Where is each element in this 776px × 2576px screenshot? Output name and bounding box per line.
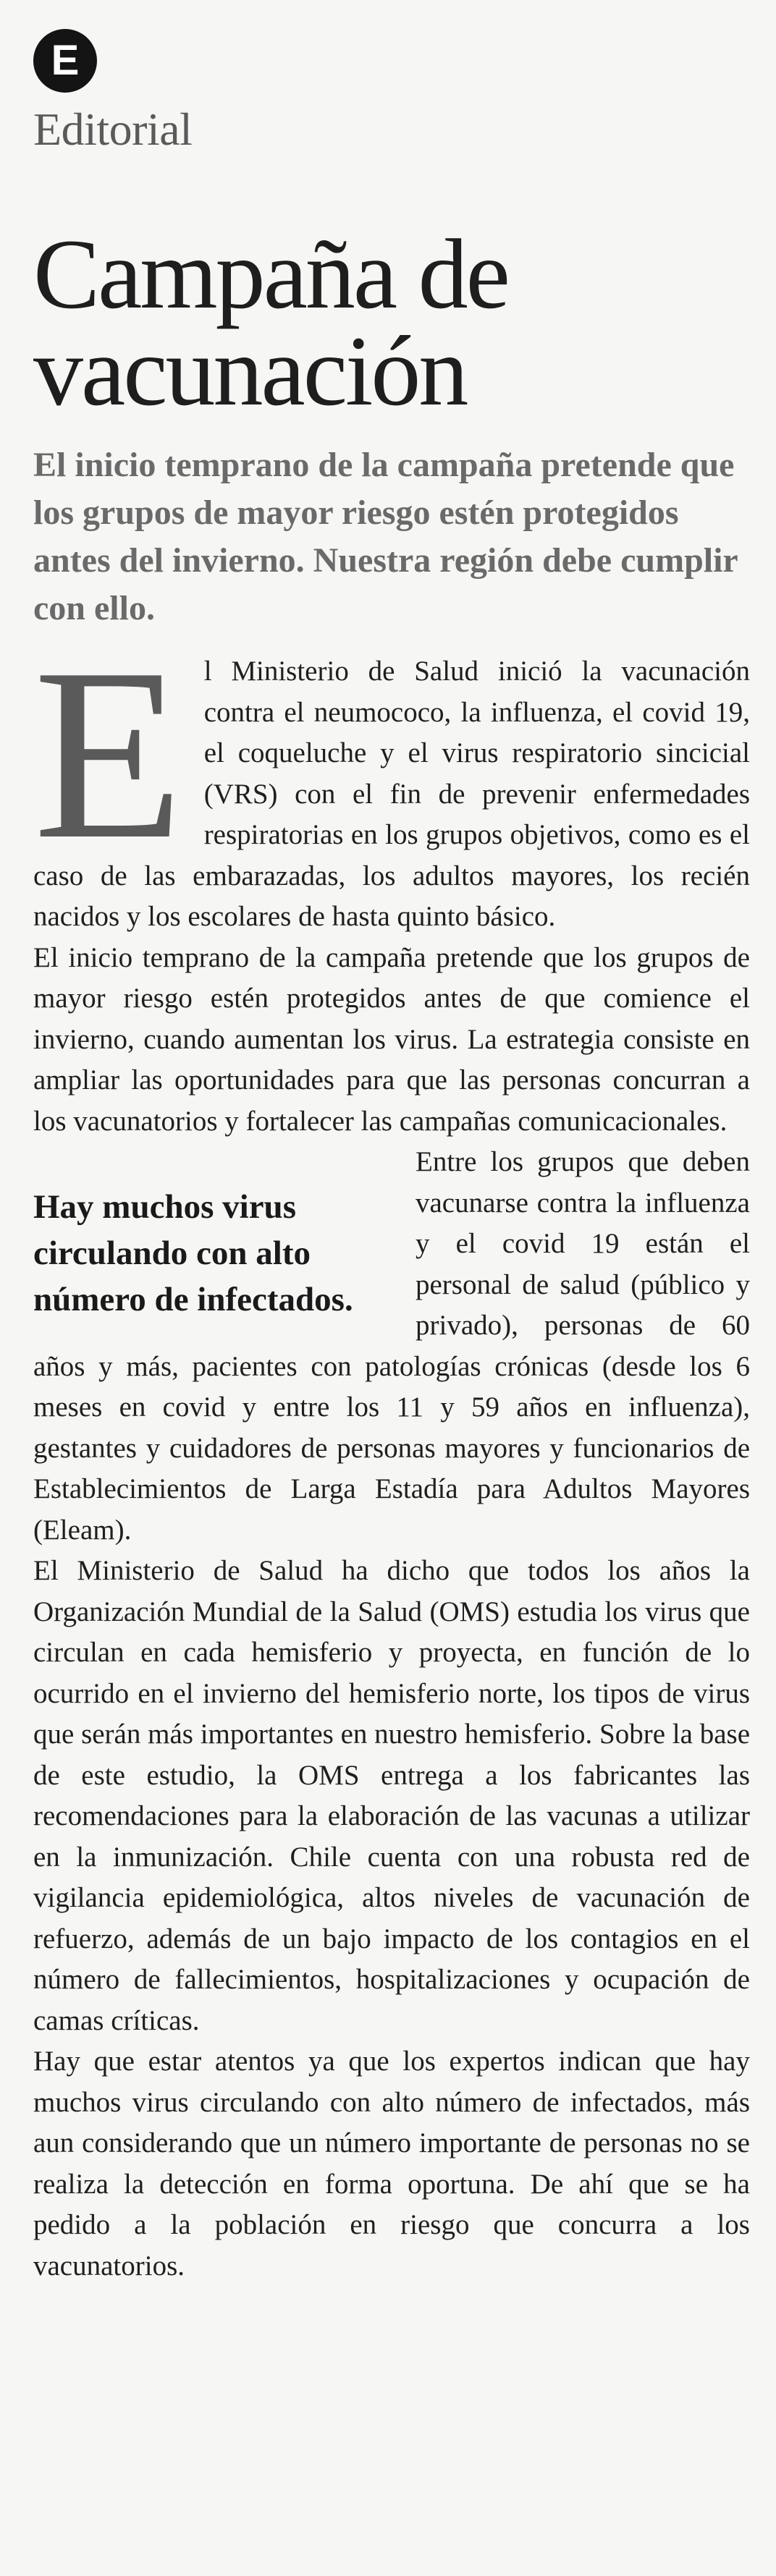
- section-badge: E: [33, 29, 97, 93]
- paragraph-5: Hay que estar atentos ya que los expertos indican que hay muchos virus circulando con alto número de infectados, más aun considerando que un número importante de personas no se realiza la detección en forma oportuna. De ahí que se ha pedido a la población en riesgo que concurra a los vacunatorios.: [33, 2046, 750, 2281]
- paragraph-1-text: l Ministerio de Salud inició la vacunación contra el neumococo, la influenza, el covid 19, el coqueluche y el virus respiratorio sincicial (VRS) con el fin de prevenir enfermedades respiratorias en los grupos objetivos, como es el caso de las embarazadas, los adultos mayores, los recién nacidos y los escolares de hasta quinto básico.: [33, 656, 750, 932]
- paragraph-3: [33, 1142, 750, 1551]
- section-label: Editorial: [33, 103, 193, 155]
- article-body: [33, 617, 750, 2287]
- paragraph-1: [33, 617, 750, 938]
- article-headline: Campaña de vacunación: [33, 219, 508, 426]
- paragraph-4: El Ministerio de Salud ha dicho que todos los años la Organización Mundial de la Salud (OMS) estudia los virus que circulan en cada hemisferio y proyecta, en función de lo ocurrido en el invierno del hemisferio norte, los tipos de virus que serán más importantes en nuestro hemisferio. Sobre la base de este estudio, la OMS entrega a los fabricantes las recomendaciones para la elaboración de las vacunas a utilizar en la inmunización. Chile cuenta con una robusta red de vigilancia epidemiológica, altos niveles de vacunación de refuerzo, además de un bajo impacto de los contagios en el número de fallecimientos, hospitalizaciones y ocupación de camas críticas.: [33, 1555, 750, 2036]
- paragraph-2: El inicio temprano de la campaña pretende que los grupos de mayor riesgo estén protegidos antes de que comience el invierno, cuando aumentan los virus. La estrategia consiste en ampliar las oportunidades para que las personas concurran a los vacunatorios y fortalecer las campañas comunicacionales.: [33, 941, 750, 1137]
- drop-cap: E: [33, 617, 184, 890]
- pull-quote: Hay muchos virus circulando con alto número de infectados.: [33, 1188, 353, 1318]
- article-subheadline: El inicio temprano de la campaña pretende que los grupos de mayor riesgo estén protegidos antes del invierno. Nuestra región debe cumplir con ello.: [33, 446, 738, 627]
- paragraph-3-text: Entre los grupos que deben vacunarse contra la influenza y el covid 19 están el personal de salud (público y privado), personas de 60 años y más, pacientes con patologías crónicas (desde los 6 meses en covid y entre los 11 y 59 años en influenza), gestantes y cuidadores de personas mayores y funcionarios de Establecimientos de Larga Estadía para Adultos Mayores (Eleam).: [33, 1146, 750, 1546]
